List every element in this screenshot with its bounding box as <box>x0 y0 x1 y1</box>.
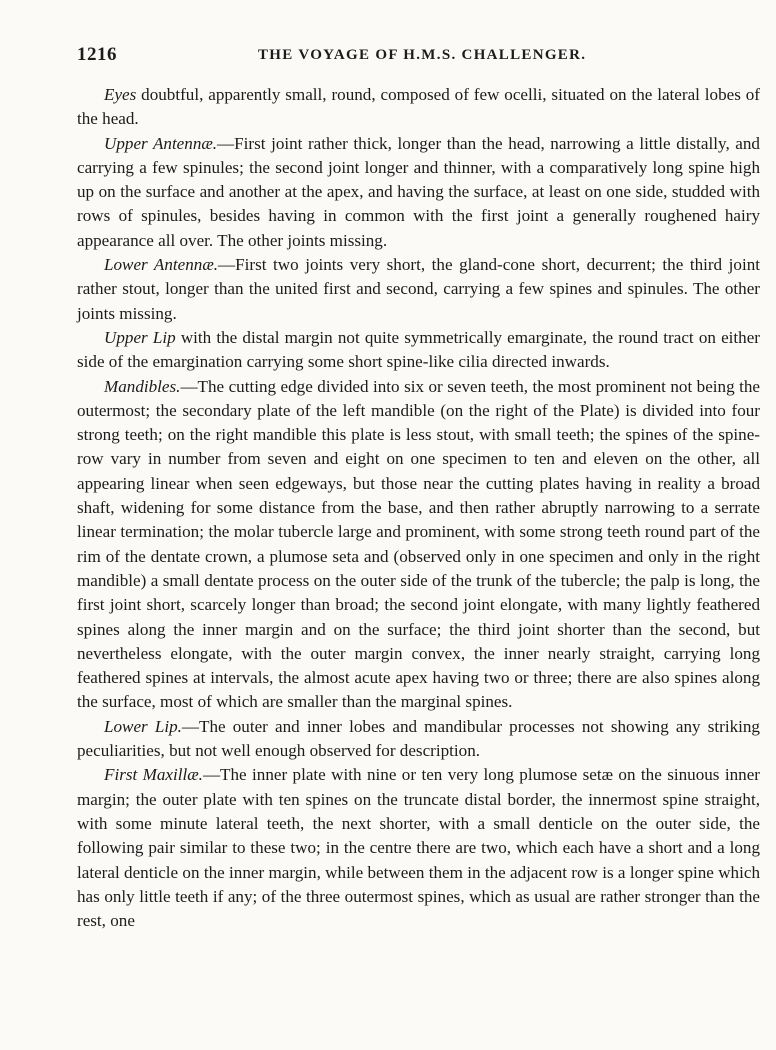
term-lower-antennae: Lower Antennæ. <box>104 255 219 275</box>
term-mandibles: Mandibles. <box>104 376 181 396</box>
term-upper-lip: Upper Lip <box>104 327 176 347</box>
paragraph-text: with the distal margin not quite symmetrically emarginate, the round tract on either side of the emargination carrying some short spine-like cilia directed inwards. <box>77 327 760 372</box>
paragraph-text: —First joint rather thick, longer than the head, narrowing a little distally, and carrying a few spinules; the second joint longer and thinner, with a comparatively long spine high up on the surface and another at the apex, and having the surface, at least on one side, studded with rows of spinules, besides having in common with the first joint a generally roughened hairy appearance all over. The other joints missing. <box>77 133 760 250</box>
paragraph-eyes <box>77 83 760 132</box>
term-eyes: Eyes <box>104 85 137 104</box>
term-first-maxillae: First Maxillæ. <box>104 765 203 785</box>
page-number: 1216 <box>77 44 117 65</box>
paragraph-upper-lip <box>77 326 760 375</box>
paragraph-text: —First two joints very short, the gland-cone short, decurrent; the third joint rather stout, longer than the united first and second, carrying a few spines and spinules. The other joints missing. <box>77 255 760 323</box>
paragraph-upper-antennae <box>77 132 760 253</box>
paragraph-text: —The inner plate with nine or ten very long plumose setæ on the sinuous inner margin; the outer plate with ten spines on the truncate distal border, the innermost spine straight, with some minute lateral teeth, the next shorter, with a small denticle on the outer side, the following pair similar to these two; in the centre there are two, which each have a short and a long lateral denticle on the inner margin, while between them in the adjacent row is a longer spine which has only little teeth if any; of the three outermost spines, which as usual are rather stronger than the rest, one <box>77 765 760 931</box>
page-header <box>77 44 760 72</box>
paragraph-mandibles <box>77 375 760 715</box>
paragraph-first-maxillae <box>77 763 760 933</box>
term-lower-lip: Lower Lip. <box>104 716 182 736</box>
paragraph-text: doubtful, apparently small, round, composed of few ocelli, situated on the lateral lobes of the head. <box>77 85 760 129</box>
term-upper-antennae: Upper Antennæ. <box>104 133 218 153</box>
paragraph-text: —The cutting edge divided into six or seven teeth, the most prominent not being the outermost; the secondary plate of the left mandible (on the right of the Plate) is divided into four strong teeth; on the right mandible this plate is less stout, with small teeth; the spines of the spine-row vary in number from seven and eight on one specimen to ten and eleven on the other, all appearing linear when seen edgeways, but those near the cutting plates having in reality a broad shaft, widening for some distance from the base, and then rather abruptly narrowing to a serrate linear termination; the molar tubercle large and prominent, with some strong teeth round part of the rim of the dentate crown, a plumose seta and (observed only in one specimen and only in the right mandible) a small dentate process on the outer side of the trunk of the tubercle; the palp is long, the first joint short, scarcely longer than broad; the second joint elongate, with many lightly feathered spines along the inner margin and on the surface; the third joint shorter than the second, but nevertheless elongate, with the outer margin convex, the inner nearly straight, carrying long feathered spines at intervals, the almost acute apex having two or three; there are also spines along the surface, most of which are smaller than the marginal spines. <box>77 376 760 712</box>
body-text <box>77 83 760 933</box>
paragraph-lower-antennae <box>77 253 760 326</box>
running-title: THE VOYAGE OF H.M.S. CHALLENGER. <box>258 47 587 63</box>
paragraph-lower-lip <box>77 715 760 764</box>
paragraph-text: —The outer and inner lobes and mandibular processes not showing any striking peculiarities, but not well enough observed for description. <box>77 716 760 761</box>
